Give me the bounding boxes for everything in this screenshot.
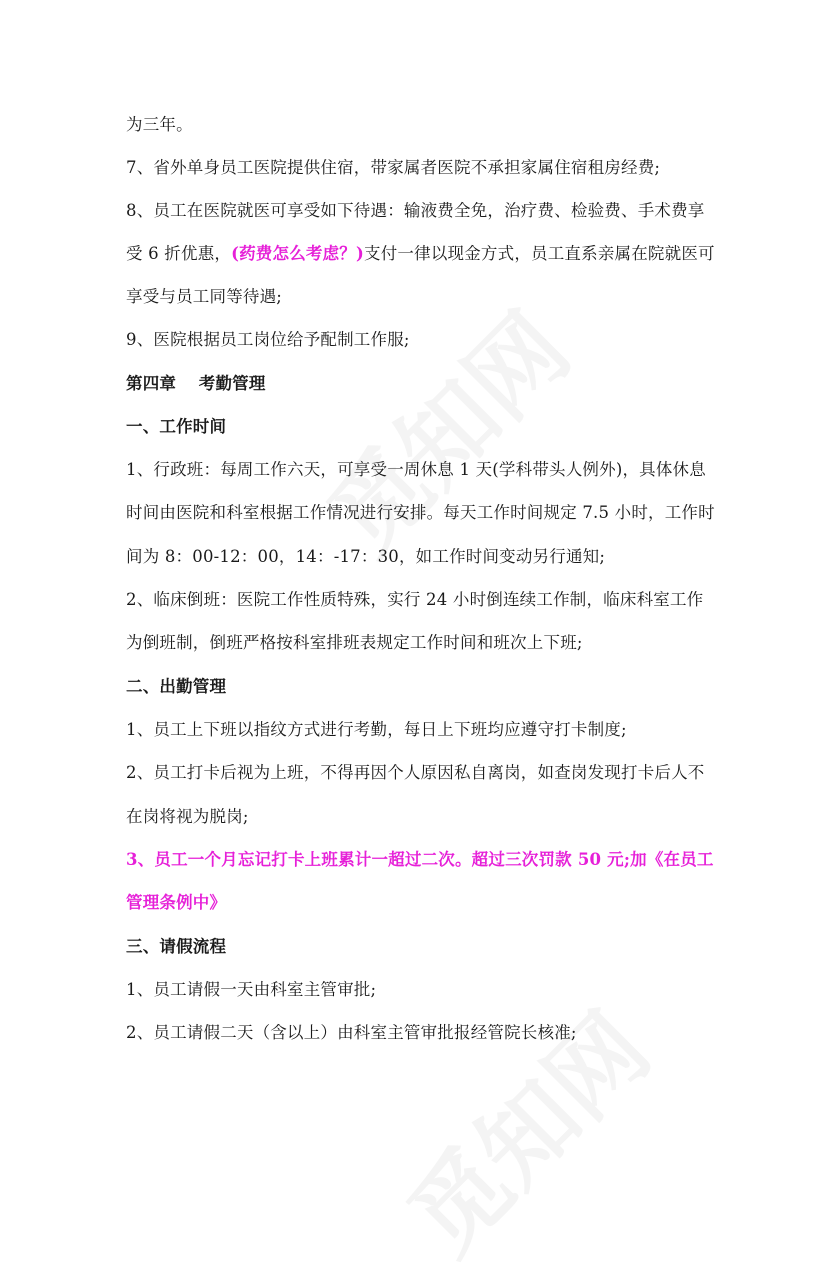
section-heading: 三、请假流程 [126,937,227,956]
paragraph-line: 1、员工上下班以指纹方式进行考勤，每日上下班均应遵守打卡制度; [126,720,627,739]
section-heading: 二、出勤管理 [126,677,227,696]
paragraph-line: 9、医院根据员工岗位给予配制工作服; [126,330,410,349]
paragraph-line: 8、员工在医院就医可享受如下待遇：输液费全免，治疗费、检验费、手术费享 [126,201,705,220]
paragraph-line: 2、员工打卡后视为上班，不得再因个人原因私自离岗，如查岗发现打卡后人不 [126,763,705,782]
paragraph-line [126,243,715,265]
chapter-heading: 第四章 考勤管理 [126,374,266,393]
text-span: 受 6 折优惠， [126,244,232,263]
paragraph-line: 为三年。 [126,115,193,134]
highlighted-note: (药费怎么考虑？) [231,244,365,263]
highlighted-paragraph-line: 管理条例中》 [126,893,227,912]
paragraph-line: 2、临床倒班：医院工作性质特殊，实行 24 小时倒连续工作制，临床科室工作 [126,590,704,609]
paragraph-line: 时间由医院和科室根据工作情况进行安排。每天工作时间规定 7.5 小时，工作时 [126,503,715,522]
paragraph-line: 1、员工请假一天由科室主管审批; [126,980,377,999]
paragraph-line: 间为 8：00-12：00，14：-17：30，如工作时间变动另行通知; [126,547,606,566]
paragraph-line: 7、省外单身员工医院提供住宿，带家属者医院不承担家属住宿租房经费; [126,158,661,177]
section-heading: 一、工作时间 [126,417,227,436]
paragraph-line: 在岗将视为脱岗; [126,807,249,826]
highlighted-paragraph-line: 3、员工一个月忘记打卡上班累计一超过二次。超过三次罚款 50 元;加《在员工 [126,850,714,869]
paragraph-line: 2、员工请假二天（含以上）由科室主管审批报经管院长核准; [126,1023,577,1042]
text-span: 支付一律以现金方式，员工直系亲属在院就医可 [364,244,715,263]
paragraph-line: 为倒班制，倒班严格按科室排班表规定工作时间和班次上下班; [126,633,583,652]
paragraph-line: 1、行政班：每周工作六天，可享受一周休息 1 天(学科带头人例外)，具体休息 [126,460,706,479]
paragraph-line: 享受与员工同等待遇; [126,287,283,306]
